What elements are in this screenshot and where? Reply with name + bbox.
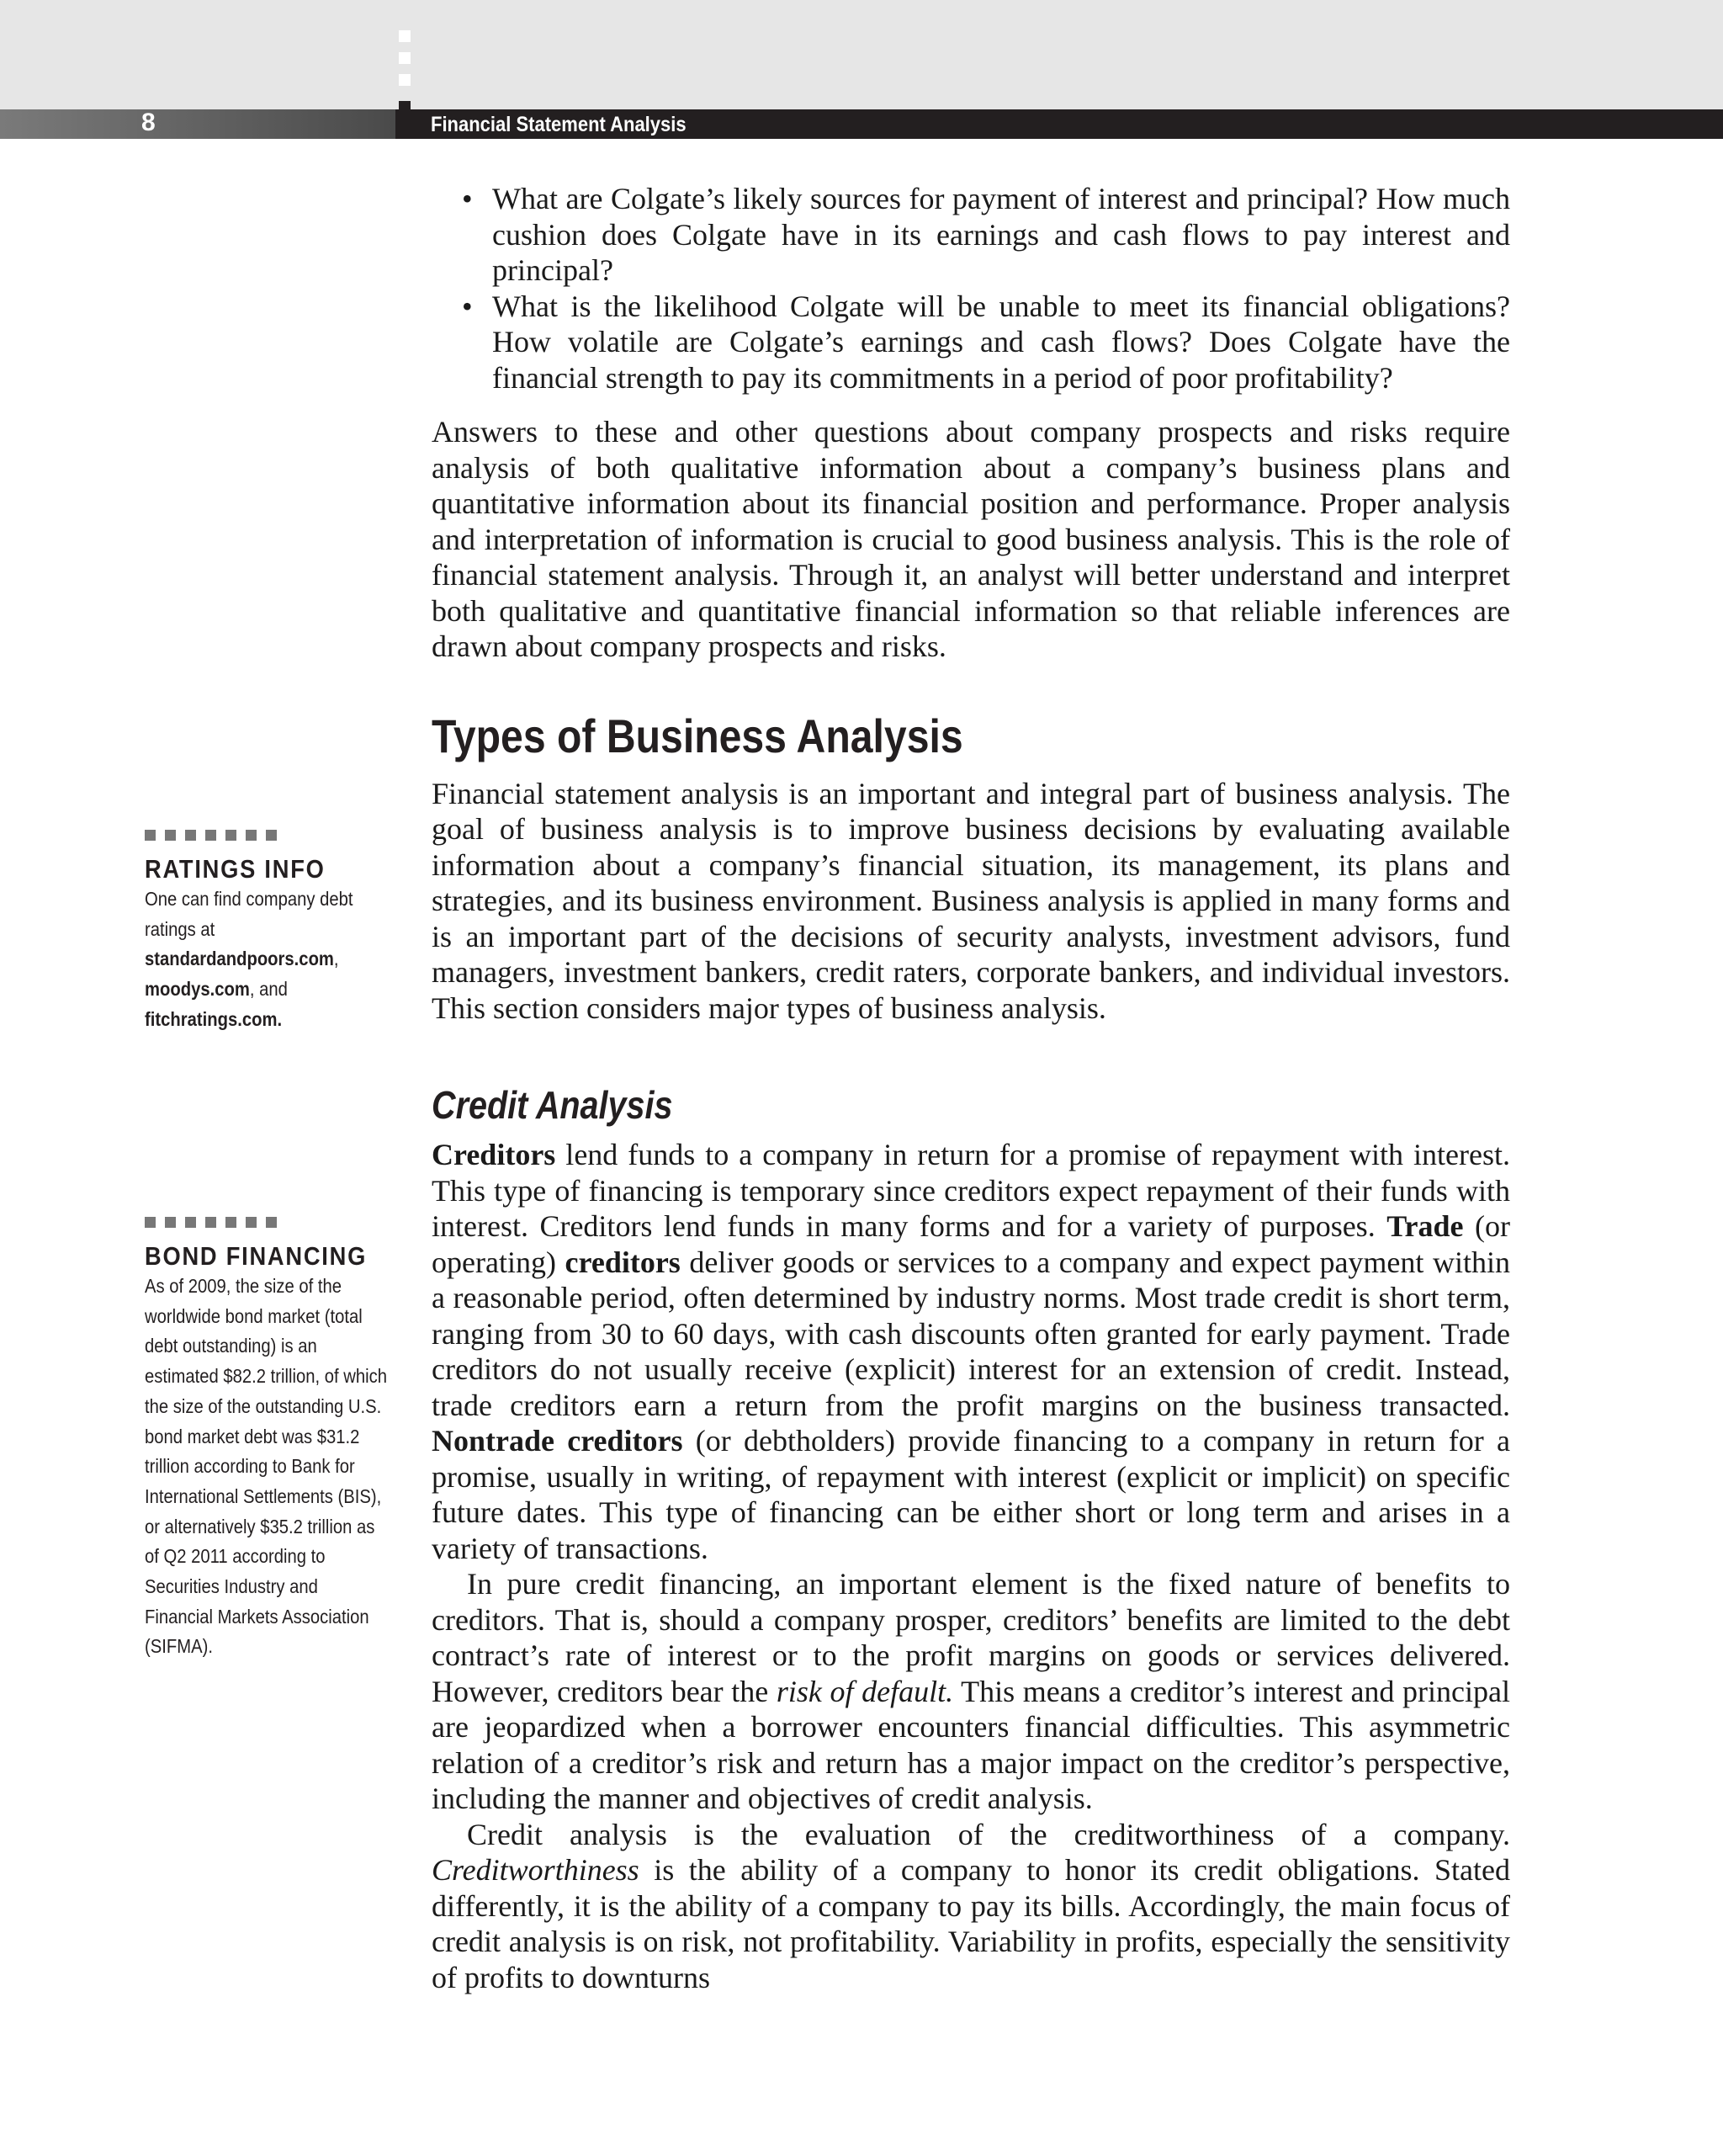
link-standardandpoors[interactable]: standardandpoors.com (145, 948, 334, 970)
sidebar-ratings-info (145, 830, 389, 1035)
edge-marker-squares (399, 30, 411, 123)
term-creditors: Creditors (432, 1138, 556, 1171)
term-nontrade-creditors: Nontrade creditors (432, 1424, 683, 1458)
question-list (432, 181, 1510, 396)
main-text-column (432, 181, 1510, 1995)
list-item: • What are Colgate’s likely sources for payment of interest and principal? How much cushion does Colgate have in its earnings and cash flows to pay interest and principal? (462, 182, 1510, 287)
link-moodys[interactable]: moodys.com (145, 978, 250, 1001)
header-left-gradient (0, 109, 395, 139)
intro-paragraph: Answers to these and other questions about company prospects and risks require analysis of both qualitative information about a company’s business plans and quantitative information about its financial position and performance. Proper analysis and interpretation of information is crucial to good business analysis. This is the role of financial statement analysis. Through it, an analyst will better understand and interpret both qualitative and quantitative financial information so that reliable inferences are drawn about company prospects and risks. (432, 415, 1510, 663)
section-paragraph: Financial statement analysis is an important and integral part of business analysis. The goal of business analysis is to improve business decisions by evaluating available information about a company’s financial situation, its management, its plans and strategies, and its business environment. Business analysis is applied in many forms and is an important part of the decisions of security analysts, investment advisors, fund managers, investment bankers, credit raters, corporate bankers, and individual investors. This section considers major types of business analysis. (432, 776, 1510, 1025)
sidebar-marker-squares (145, 1217, 389, 1228)
sidebar-body: As of 2009, the size of the worldwide bond market (total debt outstanding) is an estimated $82.2 trillion, of which the size of the outstanding U.S. bond market debt was $31.2 trillion according to Bank for International Settlements (BIS), or alternatively $35.2 trillion as of Q2 2011 according to Securities Industry and Financial Markets Association (SIFMA). (145, 1275, 388, 1658)
sidebar-title: BOND FINANCING (145, 1241, 368, 1271)
subsection-heading: Credit Analysis (432, 1083, 673, 1127)
running-title: Financial Statement Analysis (431, 113, 687, 136)
sidebar-marker-squares (145, 830, 389, 841)
list-item: • What is the likelihood Colgate will be unable to meet its financial obligations? How volatile are Colgate’s earnings and cash flows? Does Colgate have the financial strength to pay its commitments in a period of poor profitability? (462, 289, 1510, 395)
link-fitchratings[interactable]: fitchratings.com. (145, 1007, 283, 1030)
term-trade: Trade (1386, 1209, 1464, 1243)
section-heading: Types of Business Analysis (432, 709, 963, 762)
term-creditworthiness: Creditworthiness (432, 1853, 639, 1887)
term-creditors-2: creditors (565, 1245, 681, 1279)
sidebar-body: One can find company debt ratings at standardandpoors.com, moodys.com, and fitchratings.com. (145, 888, 353, 1030)
credit-paragraph-3: Credit analysis is the evaluation of the creditworthiness of a company. Creditworthiness is the ability of a company to honor its credit obligations. Stated differently, it is the ability of a company to pay its bills. Accordingly, the main focus of credit analysis is on risk, not profitability. Variability in profits, especially the sensitivity of profits to downturns (432, 1817, 1510, 1994)
bullet-icon: • (462, 289, 473, 323)
bullet-icon: • (462, 182, 473, 215)
top-margin-band (0, 0, 1723, 109)
sidebar-title: RATINGS INFO (145, 854, 326, 884)
sidebar-bond-financing (145, 1217, 389, 1662)
term-risk-of-default: risk of default. (776, 1674, 954, 1708)
credit-paragraph-2: In pure credit financing, an important element is the fixed nature of benefits to creditors. That is, should a company prosper, creditors’ benefits are limited to the debt contract’s rate of interest or to the profit margins on goods or services delivered. However, creditors bear the risk of default. This means a creditor’s interest and principal are jeopardized when a borrower encounters financial difficulties. This asymmetric relation of a creditor’s risk and return has a major impact on the creditor’s perspective, including the manner and objectives of credit analysis. (432, 1567, 1510, 1815)
page-number: 8 (141, 109, 156, 136)
credit-paragraph-1: Creditors lend funds to a company in return for a promise of repayment with interest. This type of financing is temporary since creditors expect repayment of their funds with interest. Creditors lend funds in many forms and for a variety of purposes. Trade (or operating) creditors deliver goods or services to a company and expect payment within a reasonable period, often determined by industry norms. Most trade credit is short term, ranging from 30 to 60 days, with cash discounts often granted for early payment. Trade creditors do not usually receive (explicit) interest for an extension of credit. Instead, trade creditors earn a return from the profit margins on the business transacted. Nontrade creditors (or debtholders) provide financing to a company in return for a promise, usually in writing, of repayment with interest (explicit or implicit) on specific future dates. This type of financing can be either short or long term and arises in a variety of transactions. (432, 1138, 1511, 1565)
